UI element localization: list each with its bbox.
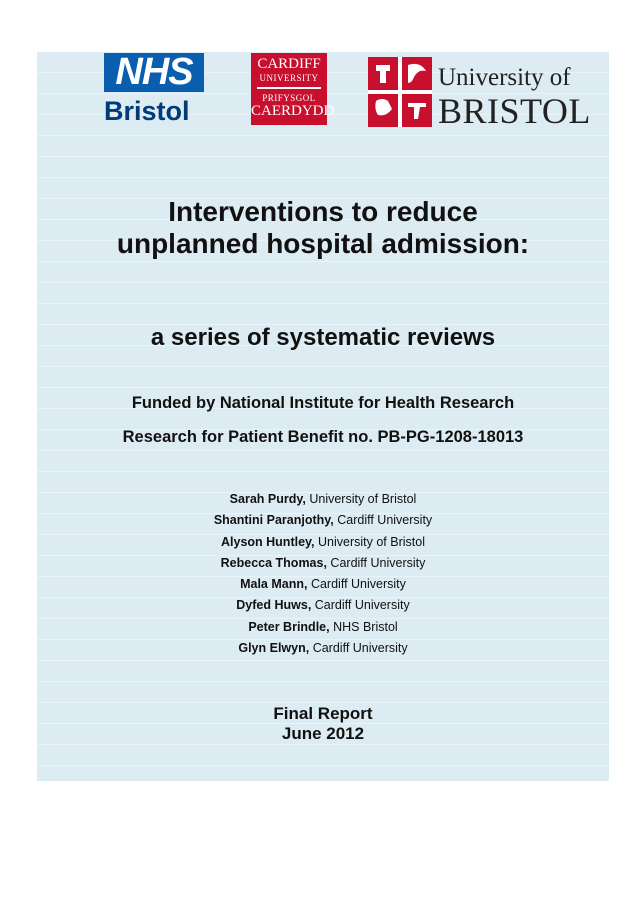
author-affiliation: Cardiff University xyxy=(312,641,408,656)
author-affiliation: Cardiff University xyxy=(337,513,433,528)
author-entry xyxy=(37,617,609,638)
cover-panel xyxy=(37,52,609,781)
author-name: Glyn Elwyn, xyxy=(238,641,310,656)
title-line-2: unplanned hospital admission: xyxy=(116,228,530,259)
author-name: Peter Brindle, xyxy=(248,619,330,634)
funding-line-1: Funded by National Institute for Health Research xyxy=(131,394,515,412)
author-name: Shantini Paranjothy, xyxy=(213,513,334,528)
cardiff-logo-line4: CAERDYDD xyxy=(251,103,335,119)
cardiff-logo-line1: CARDIFF xyxy=(257,56,321,72)
cardiff-logo-line2: UNIVERSITY xyxy=(259,73,319,83)
author-entry xyxy=(37,532,609,553)
author-entry xyxy=(37,553,609,574)
nhs-logo-bristol-text: Bristol xyxy=(104,96,190,126)
author-entry xyxy=(37,510,609,531)
author-name: Mala Mann, xyxy=(240,577,308,592)
author-entry xyxy=(37,595,609,616)
author-entry xyxy=(37,574,609,595)
author-name: Sarah Purdy, xyxy=(229,492,306,506)
author-affiliation: Cardiff University xyxy=(330,555,426,570)
report-meta xyxy=(37,704,609,744)
nhs-logo-box: NHS xyxy=(104,53,204,92)
author-affiliation: NHS Bristol xyxy=(333,619,398,634)
funding-line-2: Research for Patient Benefit no. PB-PG-1208-18013 xyxy=(122,428,524,446)
title-line-1: Interventions to reduce xyxy=(168,196,478,227)
report-type: Final Report xyxy=(273,704,373,723)
author-affiliation: University of Bristol xyxy=(318,534,425,549)
author-affiliation: Cardiff University xyxy=(310,577,406,592)
bristol-logo-line1: University of xyxy=(438,64,571,91)
report-date: June 2012 xyxy=(281,724,365,743)
cardiff-logo-line3: PRIFYSGOL xyxy=(262,93,316,103)
author-name: Dyfed Huws, xyxy=(236,598,312,613)
report-subtitle: a series of systematic reviews xyxy=(150,324,496,351)
bristol-shield-icon xyxy=(368,57,432,127)
report-title xyxy=(37,196,609,260)
author-entry xyxy=(37,638,609,659)
cardiff-logo-divider xyxy=(257,87,321,89)
author-entry xyxy=(37,489,609,510)
cardiff-university-logo xyxy=(251,53,335,125)
author-affiliation: University of Bristol xyxy=(309,492,417,506)
author-name: Rebecca Thomas, xyxy=(220,555,327,570)
author-list xyxy=(37,489,609,659)
author-name: Alyson Huntley, xyxy=(221,534,315,549)
bristol-logo-line2: BRISTOL xyxy=(438,91,591,131)
author-affiliation: Cardiff University xyxy=(314,598,410,613)
